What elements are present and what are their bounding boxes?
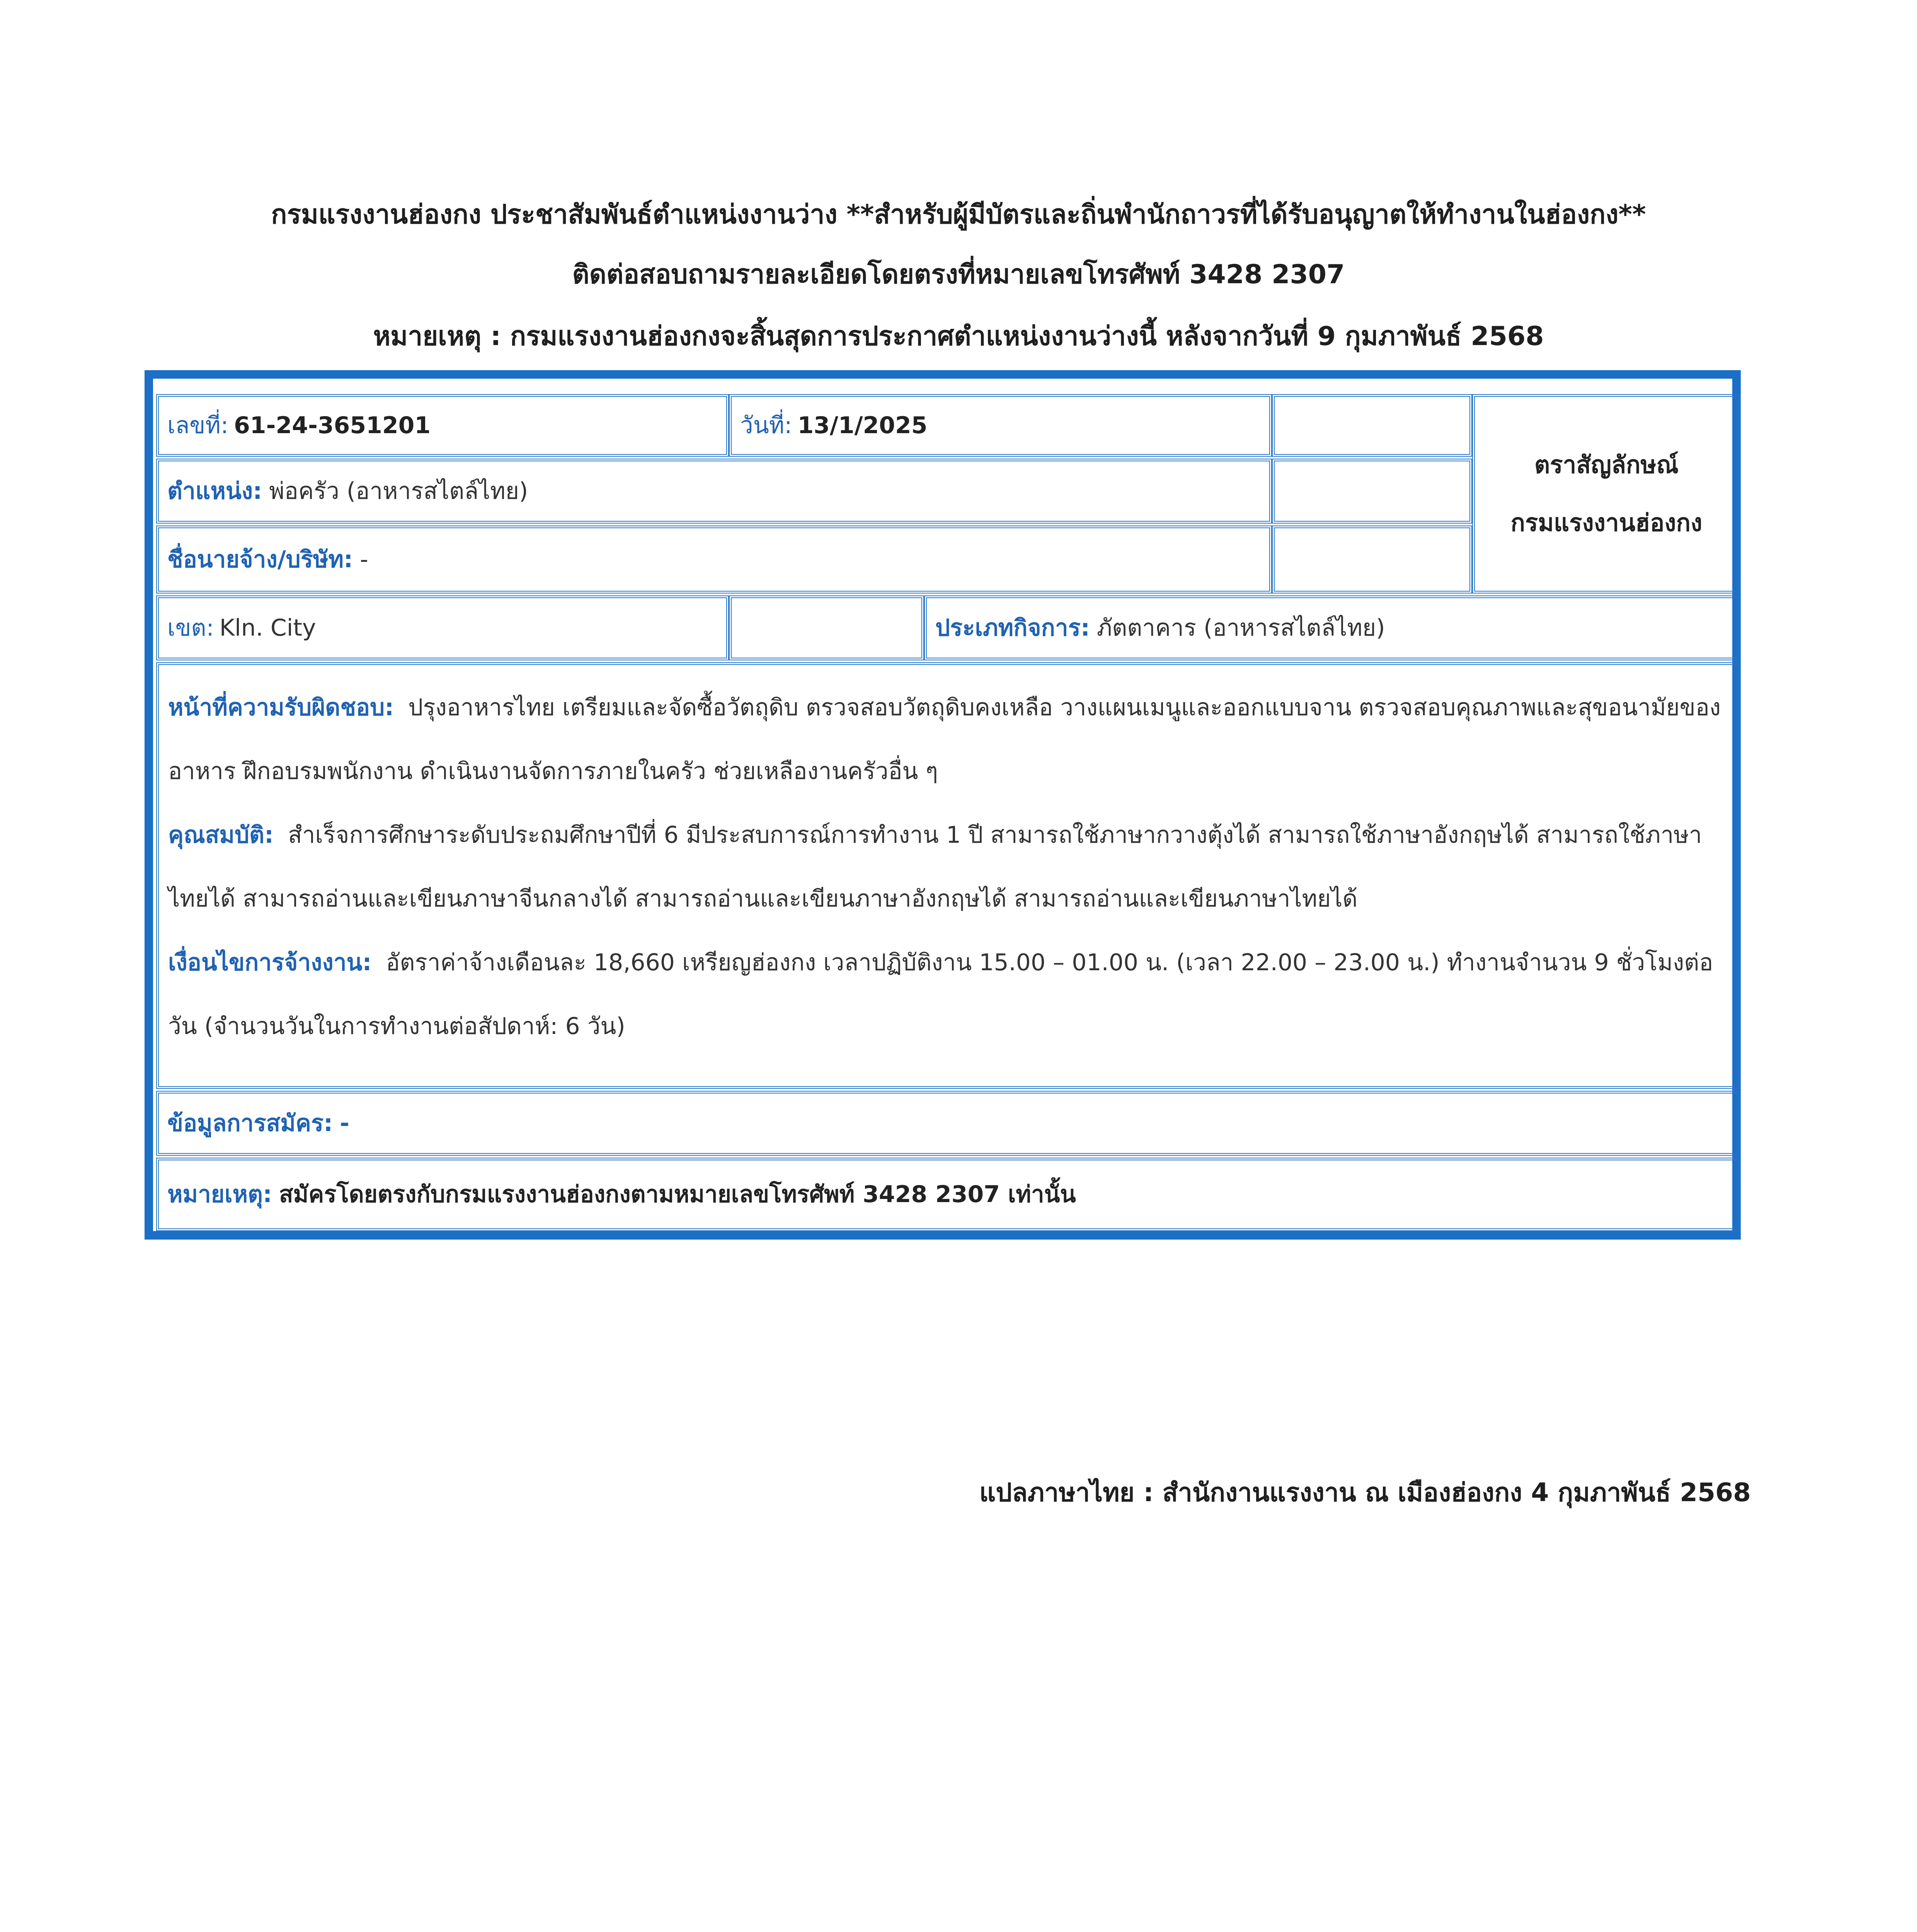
position-cell bbox=[156, 459, 1272, 524]
blank-cell-r1 bbox=[1272, 394, 1472, 457]
remark-label: หมายเหตุ: bbox=[167, 1181, 272, 1208]
expiry-note: หมายเหตุ : กรมแรงงานฮ่องกงจะสิ้นสุดการประกาศตำแหน่งงานว่างนี้ หลังจากวันที่ 9 กุมภาพันธ์ 2568 bbox=[373, 321, 1544, 352]
conditions-paragraph bbox=[168, 931, 1729, 1058]
employer-cell bbox=[156, 526, 1272, 594]
business-type-label: ประเภทกิจการ: bbox=[935, 614, 1090, 641]
district-label: เขต: bbox=[167, 614, 214, 641]
blank-cell-r3 bbox=[1272, 526, 1472, 594]
employer-label: ชื่อนายจ้าง/บริษัท: bbox=[167, 546, 353, 573]
application-info-label: ข้อมูลการสมัคร: bbox=[167, 1110, 333, 1137]
job-number-label: เลขที่: bbox=[167, 412, 229, 439]
translation-note: แปลภาษาไทย : สำนักงานแรงงาน ณ เมืองฮ่องกง 4 กุมภาพันธ์ 2568 bbox=[979, 1478, 1751, 1507]
position-label: ตำแหน่ง: bbox=[167, 478, 262, 505]
date-value: 13/1/2025 bbox=[797, 412, 928, 439]
contact-line: ติดต่อสอบถามรายละเอียดโดยตรงที่หมายเลขโทรศัพท์ 3428 2307 bbox=[572, 259, 1345, 290]
job-number-value: 61-24-3651201 bbox=[234, 412, 431, 439]
job-description-block bbox=[156, 662, 1741, 1089]
notice-title: กรมแรงงานฮ่องกง ประชาสัมพันธ์ตำแหน่งงานว่าง **สำหรับผู้มีบัตรและถิ่นพำนักถาวรที่ได้รับอนุญาตให้ทำงานในฮ่องกง** bbox=[271, 199, 1646, 230]
job-number-cell bbox=[156, 394, 729, 457]
qualification-paragraph bbox=[168, 803, 1729, 931]
department-stamp bbox=[1472, 394, 1741, 594]
remark-value: สมัครโดยตรงกับกรมแรงงานฮ่องกงตามหมายเลขโทรศัพท์ 3428 2307 เท่านั้น bbox=[279, 1181, 1076, 1208]
qualification-value: สำเร็จการศึกษาระดับประถมศึกษาปีที่ 6 มีประสบการณ์การทำงาน 1 ปี สามารถใช้ภาษากวางตุ้งได้ สามารถใช้ภาษาอังกฤษได้ สามารถใช้ภาษาไทยได้ สามารถอ่านและเขียนภาษาจีนกลางได้ สามารถอ่านและเขียนภาษาอังกฤษได้ สามารถอ่านและเขียนภาษาไทยได้ bbox=[168, 821, 1702, 912]
district-value: Kln. City bbox=[219, 614, 316, 641]
date-label: วันที่: bbox=[740, 412, 792, 439]
remark-cell bbox=[156, 1158, 1741, 1231]
position-value: พ่อครัว (อาหารสไตล์ไทย) bbox=[269, 478, 528, 505]
conditions-label: เงื่อนไขการจ้างงาน: bbox=[168, 949, 372, 976]
vacancy-card bbox=[145, 370, 1741, 1240]
application-info-value: - bbox=[340, 1110, 350, 1137]
business-type-cell bbox=[924, 595, 1741, 660]
blank-cell-r2 bbox=[1272, 459, 1472, 524]
conditions-value: อัตราค่าจ้างเดือนละ 18,660 เหรียญฮ่องกง เวลาปฏิบัติงาน 15.00 – 01.00 น. (เวลา 22.00 – 23.00 น.) ทำงานจำนวน 9 ชั่วโมงต่อวัน (จำนวนวันในการทำงานต่อสัปดาห์: 6 วัน) bbox=[168, 949, 1713, 1040]
duties-value: ปรุงอาหารไทย เตรียมและจัดซื้อวัตถุดิบ ตรวจสอบวัตถุดิบคงเหลือ วางแผนเมนูและออกแบบจาน ตรวจสอบคุณภาพและสุขอนามัยของอาหาร ฝึกอบรมพนักงาน ดำเนินงานจัดการภายในครัว ช่วยเหลืองานครัวอื่น ๆ bbox=[168, 694, 1721, 785]
duties-label: หน้าที่ความรับผิดชอบ: bbox=[168, 694, 394, 721]
district-cell bbox=[156, 595, 729, 660]
stamp-line-2: กรมแรงงานฮ่องกง bbox=[1510, 509, 1702, 537]
employer-value: - bbox=[360, 546, 368, 573]
qualification-label: คุณสมบัติ: bbox=[168, 821, 274, 849]
duties-paragraph bbox=[168, 676, 1729, 803]
date-cell bbox=[729, 394, 1272, 457]
business-type-value: ภัตตาคาร (อาหารสไตล์ไทย) bbox=[1096, 614, 1385, 641]
application-info-cell bbox=[156, 1091, 1741, 1156]
stamp-line-1: ตราสัญลักษณ์ bbox=[1534, 451, 1679, 479]
blank-cell-r4 bbox=[729, 595, 924, 660]
